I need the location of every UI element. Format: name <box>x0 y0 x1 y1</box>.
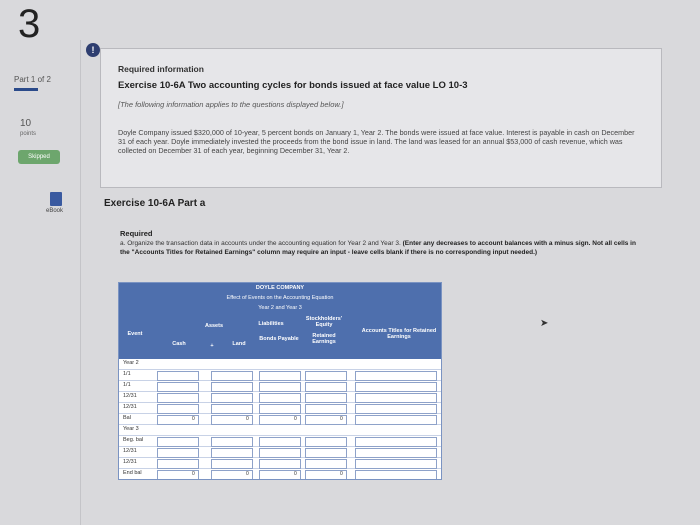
table-input-cell[interactable] <box>305 448 347 458</box>
points-value: 10 <box>20 118 32 129</box>
status-badge: Skipped <box>18 150 60 164</box>
mouse-cursor-icon: ➤ <box>540 318 549 329</box>
table-row <box>119 370 441 381</box>
table-input-cell[interactable] <box>355 404 437 414</box>
question-number: 3 <box>18 2 41 46</box>
table-input-cell[interactable] <box>259 459 301 469</box>
table-row <box>119 414 441 425</box>
col-equity: Stockholders' Equity <box>305 316 343 328</box>
row-label: 1/1 <box>123 371 131 377</box>
row-label: Year 3 <box>123 426 139 432</box>
col-land: Land <box>232 341 246 347</box>
table-input-cell[interactable] <box>355 371 437 381</box>
alert-icon: ! <box>86 43 100 57</box>
row-label: 1/1 <box>123 382 131 388</box>
ebook-icon[interactable] <box>50 192 62 206</box>
ebook-label[interactable]: eBook <box>46 208 64 214</box>
table-input-cell[interactable] <box>259 437 301 447</box>
row-label: End bal <box>123 470 142 476</box>
table-input-cell[interactable] <box>355 459 437 469</box>
table-input-cell[interactable] <box>157 459 199 469</box>
table-input-cell[interactable] <box>211 371 253 381</box>
col-event: Event <box>127 331 143 337</box>
table-header <box>119 283 441 359</box>
table-row <box>119 381 441 392</box>
table-input-cell[interactable] <box>259 448 301 458</box>
points-label: points <box>20 131 37 137</box>
required-note: (Enter any decreases to account balances with a minus sign. Not all cells in the "Accounts Titles for Retained Earnings" column may require an input - leave cells blank if there is no corresponding input needed.) <box>120 240 636 256</box>
row-label: Beg. bal <box>123 437 144 443</box>
table-row <box>119 392 441 403</box>
table-row <box>119 436 441 447</box>
table-input-cell[interactable] <box>305 371 347 381</box>
table-input-cell[interactable] <box>157 371 199 381</box>
table-input-cell[interactable] <box>305 382 347 392</box>
table-input-cell[interactable] <box>211 404 253 414</box>
part-indicator[interactable]: Part 1 of 2 <box>14 75 51 84</box>
row-label: 12/31 <box>123 404 137 410</box>
zero-total: 0 <box>246 416 249 422</box>
table-row <box>119 458 441 469</box>
row-label: Bal <box>123 415 131 421</box>
col-cash: Cash <box>172 341 186 347</box>
table-period: Year 2 and Year 3 <box>258 305 302 311</box>
row-label: Year 2 <box>123 360 139 366</box>
col-assets: Assets <box>204 323 224 329</box>
table-row <box>119 469 441 480</box>
table-input-cell[interactable] <box>355 470 437 480</box>
table-input-cell[interactable] <box>157 393 199 403</box>
table-input-cell[interactable] <box>211 448 253 458</box>
table-input-cell[interactable] <box>157 437 199 447</box>
row-label: 12/31 <box>123 448 137 454</box>
table-input-cell[interactable] <box>355 448 437 458</box>
table-input-cell[interactable] <box>259 404 301 414</box>
zero-total: 0 <box>192 471 195 477</box>
zero-total: 0 <box>246 471 249 477</box>
zero-total: 0 <box>294 416 297 422</box>
points <box>20 118 36 140</box>
op-plus: + <box>210 343 214 349</box>
required-instruction: a. Organize the transaction data in accounts under the accounting equation for Year 2 and Year 3. <box>120 240 401 247</box>
col-bonds: Bonds Payable <box>259 336 299 342</box>
table-row <box>119 403 441 414</box>
zero-total: 0 <box>340 471 343 477</box>
table-row <box>119 425 441 436</box>
zero-total: 0 <box>192 416 195 422</box>
row-label: 12/31 <box>123 459 137 465</box>
col-liabilities: Liabilities <box>258 321 284 327</box>
col-retained: Retained Earnings <box>312 333 336 345</box>
exercise-title: Exercise 10-6A Two accounting cycles for bonds issued at face value LO 10-3 <box>118 80 468 91</box>
table-input-cell[interactable] <box>211 437 253 447</box>
table-input-cell[interactable] <box>305 459 347 469</box>
table-input-cell[interactable] <box>355 415 437 425</box>
table-input-cell[interactable] <box>259 393 301 403</box>
table-row <box>119 359 441 370</box>
table-input-cell[interactable] <box>355 437 437 447</box>
table-input-cell[interactable] <box>259 371 301 381</box>
following-note: [The following information applies to the questions displayed below.] <box>118 100 344 109</box>
required-text <box>120 240 640 257</box>
part-title: Exercise 10-6A Part a <box>104 198 206 209</box>
col-accounts-titles: Accounts Titles for Retained Earnings <box>361 328 437 340</box>
table-company: DOYLE COMPANY <box>255 285 305 291</box>
table-input-cell[interactable] <box>305 404 347 414</box>
table-input-cell[interactable] <box>157 404 199 414</box>
table-input-cell[interactable] <box>211 393 253 403</box>
table-row <box>119 447 441 458</box>
table-input-cell[interactable] <box>211 382 253 392</box>
row-label: 12/31 <box>123 393 137 399</box>
table-caption: Effect of Events on the Accounting Equation <box>226 295 334 301</box>
table-input-cell[interactable] <box>355 382 437 392</box>
table-input-cell[interactable] <box>259 382 301 392</box>
table-input-cell[interactable] <box>355 393 437 403</box>
table-input-cell[interactable] <box>305 393 347 403</box>
zero-total: 0 <box>294 471 297 477</box>
zero-total: 0 <box>340 416 343 422</box>
info-heading: Required information <box>118 64 204 74</box>
divider <box>80 40 81 525</box>
accounting-equation-table <box>118 282 442 480</box>
required-label: Required <box>120 229 153 238</box>
table-input-cell[interactable] <box>157 448 199 458</box>
part-progress-bar <box>14 88 38 91</box>
table-input-cell[interactable] <box>211 459 253 469</box>
table-input-cell[interactable] <box>305 437 347 447</box>
info-paragraph: Doyle Company issued $320,000 of 10-year, 5 percent bonds on January 1, Year 2. The bonds were issued at face value. Interest is payable in cash on December 31 of each year. Doyle immediately invested the proceeds from the bond issue in land. The land was leased for an annual $53,000 of cash revenue, which was collected on December 31 of each year, beginning December 31, Year 2. <box>118 128 635 155</box>
table-input-cell[interactable] <box>157 382 199 392</box>
